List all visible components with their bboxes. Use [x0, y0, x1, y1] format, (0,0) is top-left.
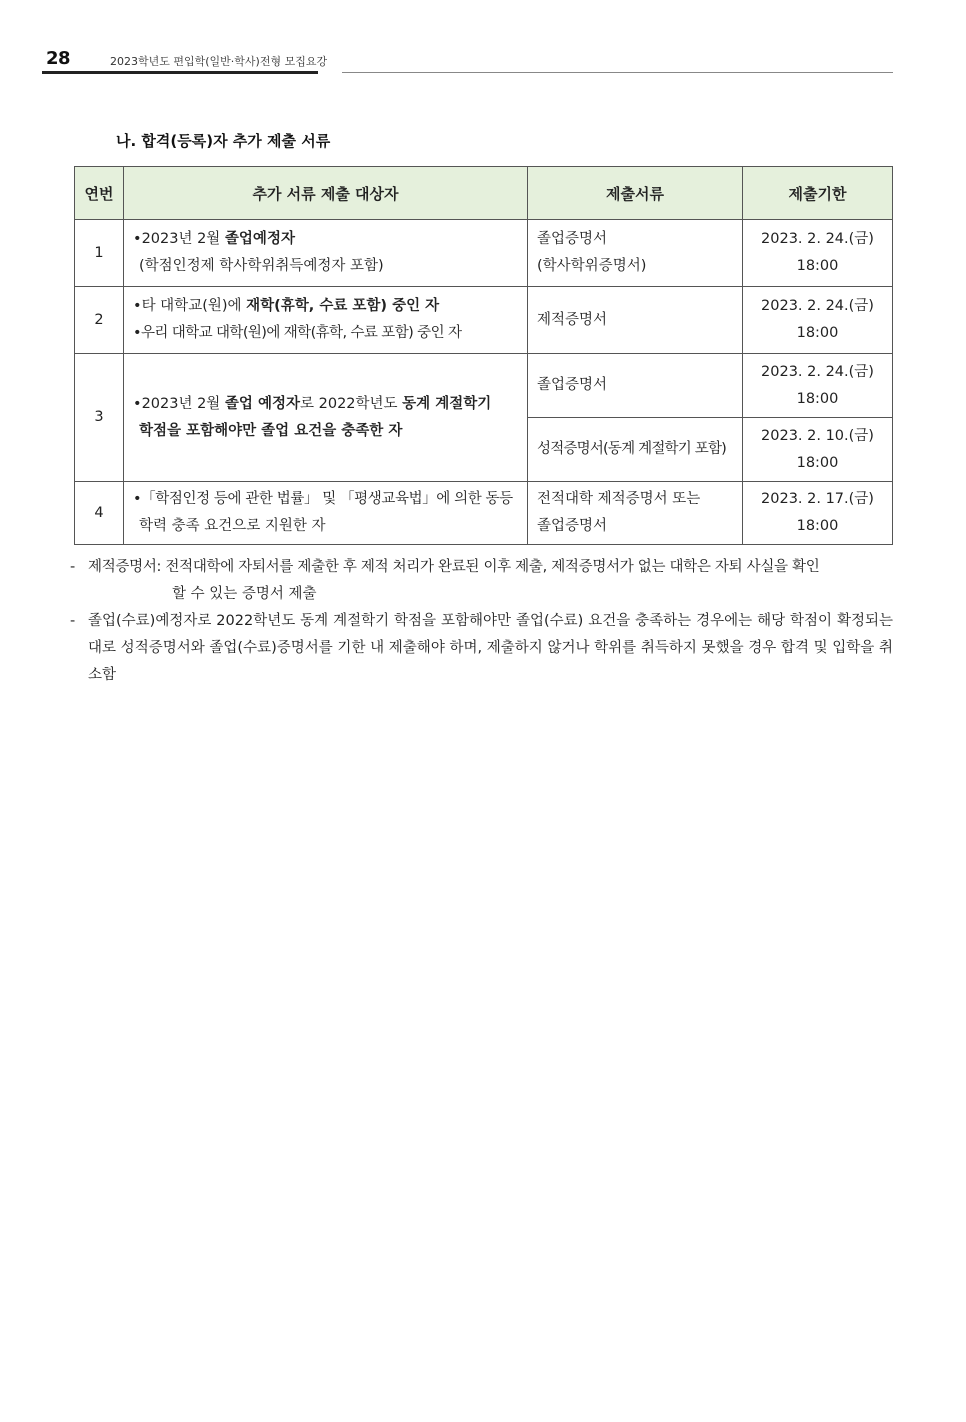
- row-number: 4: [75, 482, 124, 545]
- header-rule-thin: [342, 72, 893, 73]
- additional-documents-table: [74, 166, 893, 545]
- target-line: 학점을 포함해야만 졸업 요건을 충족한 자: [139, 422, 403, 439]
- table-row: [75, 354, 893, 418]
- deadline-time: 18:00: [796, 325, 839, 341]
- deadline-date: 2023. 2. 24.(금): [761, 363, 874, 380]
- header-rule-thick: [42, 71, 318, 74]
- target-cell: [124, 354, 528, 482]
- document-line: 제적증명서: [537, 311, 608, 328]
- target-text: 2023년 2월: [141, 231, 225, 247]
- target-line: [133, 293, 518, 320]
- table-row: [75, 220, 893, 287]
- deadline-cell: [743, 418, 893, 482]
- target-emphasis: 졸업 예정자: [224, 395, 301, 412]
- note-dash: -: [70, 559, 76, 575]
- document-cell: [528, 354, 743, 418]
- target-line: [133, 391, 518, 418]
- target-text: 2023년 2월: [141, 395, 225, 412]
- deadline-date: 2023. 2. 24.(금): [761, 231, 874, 247]
- deadline-cell: [743, 354, 893, 418]
- table-row: [75, 287, 893, 354]
- target-text: 타 대학교(원)에: [141, 298, 247, 314]
- target-line: 학력 충족 요건으로 지원한 자: [139, 518, 326, 534]
- document-line: 졸업증명서: [537, 518, 608, 534]
- deadline-date: 2023. 2. 10.(금): [761, 427, 874, 444]
- target-line: • 「학점인정 등에 관한 법률」 및 「평생교육법」에 의한 동등: [133, 486, 518, 513]
- deadline-date: 2023. 2. 17.(금): [761, 491, 874, 507]
- target-text: 로 2022학년도: [300, 395, 403, 412]
- row-number: 1: [75, 220, 124, 287]
- page-header: [42, 44, 893, 76]
- target-emphasis: 졸업예정자: [224, 231, 295, 247]
- target-cell: [124, 220, 528, 287]
- note-text: 할 수 있는 증명서 제출: [172, 586, 317, 602]
- target-cell: [124, 287, 528, 354]
- row-number: 2: [75, 287, 124, 354]
- deadline-time: 18:00: [796, 518, 839, 534]
- document-line: 졸업증명서: [537, 231, 608, 247]
- deadline-date: 2023. 2. 24.(금): [761, 298, 874, 314]
- deadline-cell: [743, 220, 893, 287]
- header-target: 추가 서류 제출 대상자: [124, 167, 528, 220]
- table-header-row: [75, 167, 893, 220]
- page-number: 28: [46, 48, 71, 69]
- note-item: [70, 608, 893, 689]
- document-cell: [528, 287, 743, 354]
- document-cell: [528, 482, 743, 545]
- table-row: [75, 482, 893, 545]
- document-cell: [528, 220, 743, 287]
- deadline-time: 18:00: [796, 258, 839, 274]
- document-line: (학사학위증명서): [537, 258, 647, 274]
- target-line: (학점인정제 학사학위취득예정자 포함): [139, 258, 384, 274]
- row-number: 3: [75, 354, 124, 482]
- header-no: 연번: [75, 167, 124, 220]
- document-line: 전적대학 제적증명서 또는: [537, 491, 701, 507]
- header-deadline: 제출기한: [743, 167, 893, 220]
- deadline-cell: [743, 482, 893, 545]
- document-line: 졸업증명서: [537, 377, 608, 393]
- document-cell: [528, 418, 743, 482]
- document-title: 2023학년도 편입학(일반·학사)전형 모집요강: [110, 55, 328, 68]
- target-line: • 우리 대학교 대학(원)에 재학(휴학, 수료 포함) 중인 자: [133, 320, 518, 347]
- target-emphasis: 동계 계절학기: [402, 395, 492, 412]
- target-emphasis: 재학(휴학, 수료 포함) 중인 자: [246, 298, 440, 314]
- notes: [70, 554, 893, 689]
- header-documents: 제출서류: [528, 167, 743, 220]
- note-text: 제적증명서: 전적대학에 자퇴서를 제출한 후 제적 처리가 완료된 이후 제출, 제적증명서가 없는 대학은 자퇴 사실을 확인: [88, 559, 820, 575]
- note-dash: -: [70, 613, 76, 629]
- target-cell: [124, 482, 528, 545]
- deadline-time: 18:00: [796, 454, 839, 471]
- note-item: [70, 554, 893, 608]
- deadline-time: 18:00: [796, 390, 839, 407]
- document-line: 성적증명서(동계 계절학기 포함): [537, 441, 727, 457]
- target-line: [133, 226, 518, 253]
- note-text: 졸업(수료)예정자로 2022학년도 동계 계절학기 학점을 포함해야만 졸업(수료) 요건을 충족하는 경우에는 해당 학점이 확정되는 대로 성적증명서와 졸업(수료)증명서를 기한 내 제출해야 하며, 제출하지 않거나 학위를 취득하지 못했을 경우 합격 및 입학을 취소함: [88, 613, 893, 683]
- deadline-cell: [743, 287, 893, 354]
- section-title: 나. 합격(등록)자 추가 제출 서류: [116, 132, 331, 150]
